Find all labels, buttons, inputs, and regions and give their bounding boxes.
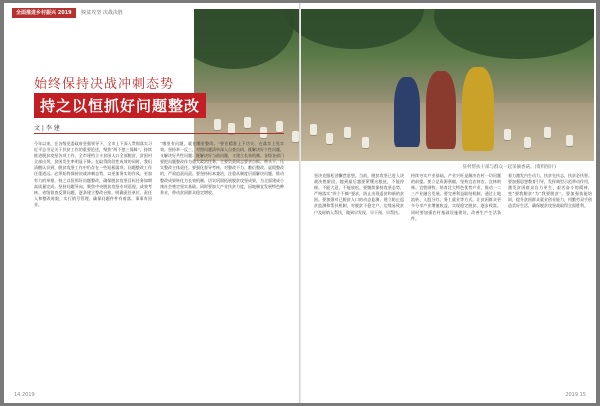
- mushroom-bag: [276, 121, 283, 132]
- magazine-spread: [4, 3, 596, 403]
- body-column-1: 今年以来，在各级党委政府坚强领导下，全市上下深入贯彻落实习近平总书记关于扶贫工作的重要论述，聚焦“两不愁三保障”，持续推进脱贫攻坚各项工作，全市建档立卡贫困人口全部脱贫，贫困村全部出列，贫困发生率明显下降。在取得阶段性成效的同时，我们清醒认识到，脱贫攻坚工作中仍存在一些短板弱项，问题整改工作任重道远。必须始终保持决战冲刺态势，以更加务实的作风、更加有力的举措，持之以恒抓好问题整改，确保脱贫攻坚目标任务如期高质量完成。坚持问题导向，聚焦中央脱贫攻坚专项巡视、成效考核、省级督查反馈问题，逐条建立整改台账，明确责任单位、责任人和整改时限，实行销号管理，确保问题件件有着落、事事有回音。: [34, 141, 152, 207]
- mushroom-bag: [544, 127, 551, 138]
- article-kicker: 始终保持决战冲刺态势: [34, 77, 175, 92]
- mushroom-bag: [326, 133, 333, 144]
- mushroom-bag: [566, 135, 573, 146]
- mushroom-bag: [244, 117, 251, 128]
- page-gutter: [299, 3, 301, 403]
- photo-caption: 驻村帮扶干部与群众一起采摘香菇。(资料图片): [462, 165, 556, 170]
- page-number-right: 2019 15: [565, 392, 586, 398]
- running-header-left: [12, 8, 123, 18]
- article-photo: [194, 9, 594, 161]
- tree-canopy: [194, 9, 294, 69]
- tree-canopy: [284, 9, 424, 49]
- article-headline: 持之以恒抓好问题整改: [34, 93, 206, 118]
- page-number-left: 14 2019: [14, 392, 35, 398]
- villager-figure: [394, 77, 420, 147]
- header-chip: 全面推进乡村振兴 2019: [12, 8, 76, 18]
- body-column-3: 坚决克服松劲懈怠思想。当前，脱贫攻坚已进入决战决胜阶段，越到最后越要紧绷这根弦，不能停顿、不能大意、不能放松。要继续保持攻坚态势，严格落实“四个不摘”要求，防止出现返贫和新的贫困。要加强对已脱贫人口的动态监测，建立防止返贫监测和帮扶机制，对脱贫不稳定户、边缘易致贫户及时纳入帮扶，做到早发现、早干预、早帮扶。: [314, 173, 404, 215]
- body-column-2: “哪里有问题，就在哪里整改。”要在精准上下功夫，在落实上见实效。坚持举一反三，对照问题清单深入自查自纠，既解决好个性问题，又解决好共性问题；既解决好当前问题，又建立长效机制。各级各部门要把问题整改作为重大政治任务，主要负责同志要亲自抓、带头干，压实整改主体责任。要强化督导考核，对整改不力、敷衍整改、虚假整改的，严肃追责问责。要坚持标本兼治，注重从制度层面解决问题，推动整改成果转化为长效机制，切实巩固拓展脱贫攻坚成果，为全面建成小康社会奠定坚实基础。同时要加大产业扶贫力度，因地制宜发展特色种养业，带动贫困群众稳定增收。: [160, 141, 284, 195]
- body-column-4: 持续夯实产业基础。产业兴旺是解决农村一切问题的前提。要立足资源禀赋，坚持宜农则农、宜林则林、宜牧则牧，培育壮大特色优势产业，推动一二三产业融合发展。要完善利益联结机制，通过土地流转、入股分红、务工就业等方式，让贫困群众更多分享产业增值收益，实现稳定脱贫、逐步致富。同时要加强农村基础设施建设，改善生产生活条件。: [411, 173, 501, 221]
- villager-figure: [426, 71, 456, 149]
- villager-figure: [462, 67, 494, 151]
- title-rule: [34, 133, 284, 134]
- article-byline: 文 | 李 建: [34, 125, 60, 132]
- tree-canopy: [434, 9, 594, 59]
- mushroom-bag: [344, 127, 351, 138]
- mushroom-bag: [214, 119, 221, 130]
- header-section: 脱贫攻坚 决战决胜: [81, 10, 123, 16]
- mushroom-bag: [524, 137, 531, 148]
- body-column-5: 着力激发内生动力。扶贫先扶志，扶贫必扶智。要加强思想教育引导，发挥典型示范带动作用，激发贫困群众自力更生、艰苦奋斗的精神，变“要我脱贫”为“我要脱贫”。要加强技能培训，提升贫困群众就业创业能力，用勤劳双手创造美好生活，确保脱贫攻坚战取得全面胜利。: [508, 173, 592, 209]
- mushroom-bag: [292, 131, 299, 142]
- mushroom-bag: [362, 137, 369, 148]
- mushroom-bag: [504, 129, 511, 140]
- mushroom-bag: [310, 124, 317, 135]
